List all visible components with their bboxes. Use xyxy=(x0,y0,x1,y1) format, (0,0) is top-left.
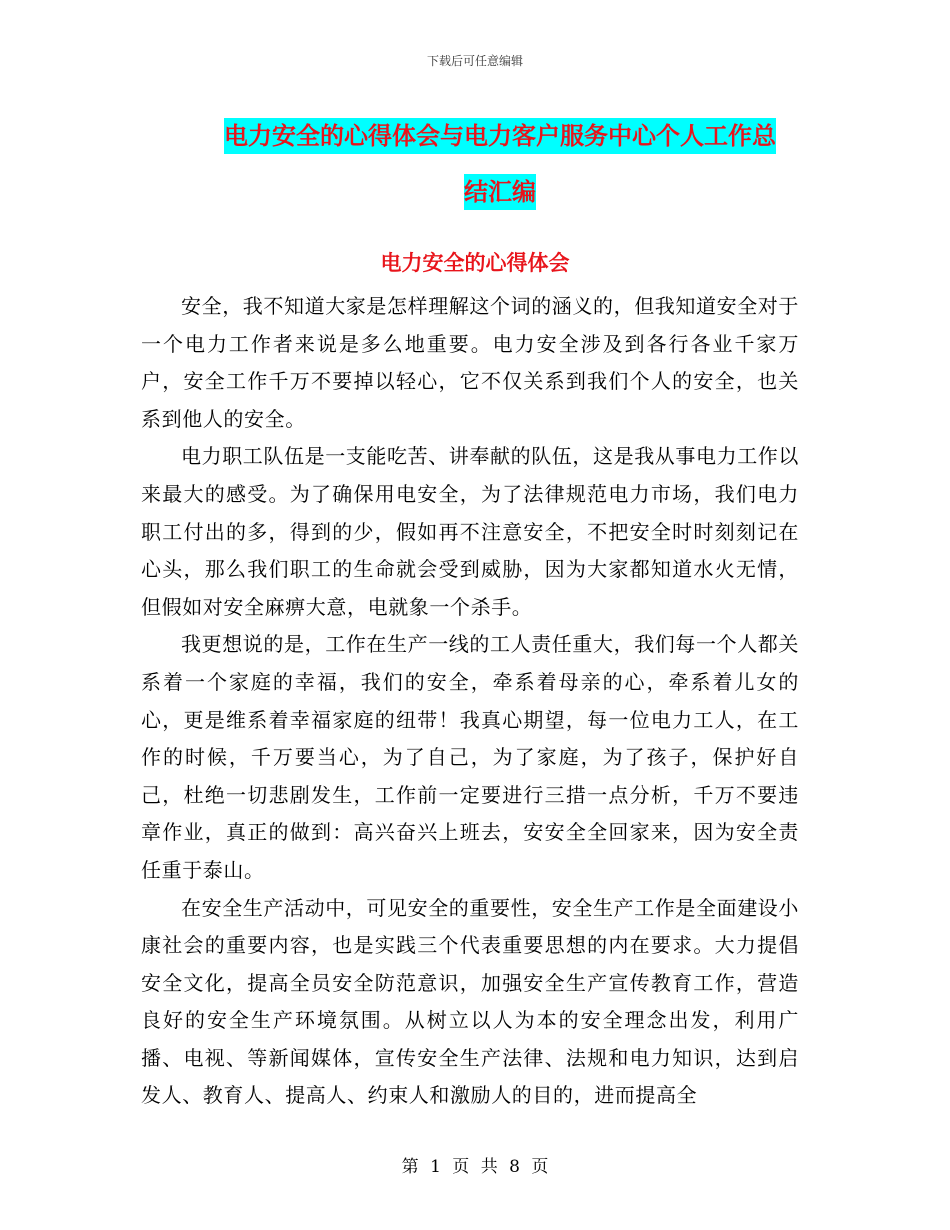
body-paragraph-4: 在安全生产活动中，可见安全的重要性，安全生产工作是全面建设小康社会的重要内容，也是实践三个代表重要思想的内在要求。大力提倡安全文化，提高全员安全防范意识，加强安全生产宣传教育工作，营造良好的安全生产环境氛围。从树立以人为本的安全理念出发，利用广播、电视、等新闻媒体，宣传安全生产法律、法规和电力知识，达到启发人、教育人、提高人、约束人和激励人的目的，进而提高全 xyxy=(141,895,799,1108)
document-body xyxy=(141,288,799,1115)
page-header-note: 下载后可任意编辑 xyxy=(426,54,523,68)
document-title xyxy=(185,108,815,220)
body-paragraph-2: 电力职工队伍是一支能吃苦、讲奉献的队伍，这是我从事电力工作以来最大的感受。为了确保用电安全，为了法律规范电力市场，我们电力职工付出的多，得到的少，假如再不注意安全，不把安全时时刻刻记在心头，那么我们职工的生命就会受到威胁，因为大家都知道水火无情，但假如对安全麻痹大意，电就象一个杀手。 xyxy=(141,444,799,619)
body-paragraph-1: 安全，我不知道大家是怎样理解这个词的涵义的，但我知道安全对于一个电力工作者来说是多么地重要。电力安全涉及到各行各业千家万户，安全工作千万不要掉以轻心，它不仅关系到我们个人的安全，也关系到他人的安全。 xyxy=(141,294,799,431)
page-number-footer: 第 1 页 共 8 页 xyxy=(401,1157,549,1177)
document-title-line-2: 结汇编 xyxy=(464,174,536,210)
document-title-line-1: 电力安全的心得体会与电力客户服务中心个人工作总 xyxy=(224,118,776,154)
section-title: 电力安全的心得体会 xyxy=(380,251,570,275)
body-paragraph-3: 我更想说的是，工作在生产一线的工人责任重大，我们每一个人都关系着一个家庭的幸福，我们的安全，牵系着母亲的心，牵系着儿女的心，更是维系着幸福家庭的纽带！我真心期望，每一位电力工人，在工作的时候，千万要当心，为了自己，为了家庭，为了孩子，保护好自己，杜绝一切悲剧发生，工作前一定要进行三措一点分析，千万不要违章作业，真正的做到：高兴奋兴上班去，安安全全回家来，因为安全责任重于泰山。 xyxy=(141,632,799,882)
